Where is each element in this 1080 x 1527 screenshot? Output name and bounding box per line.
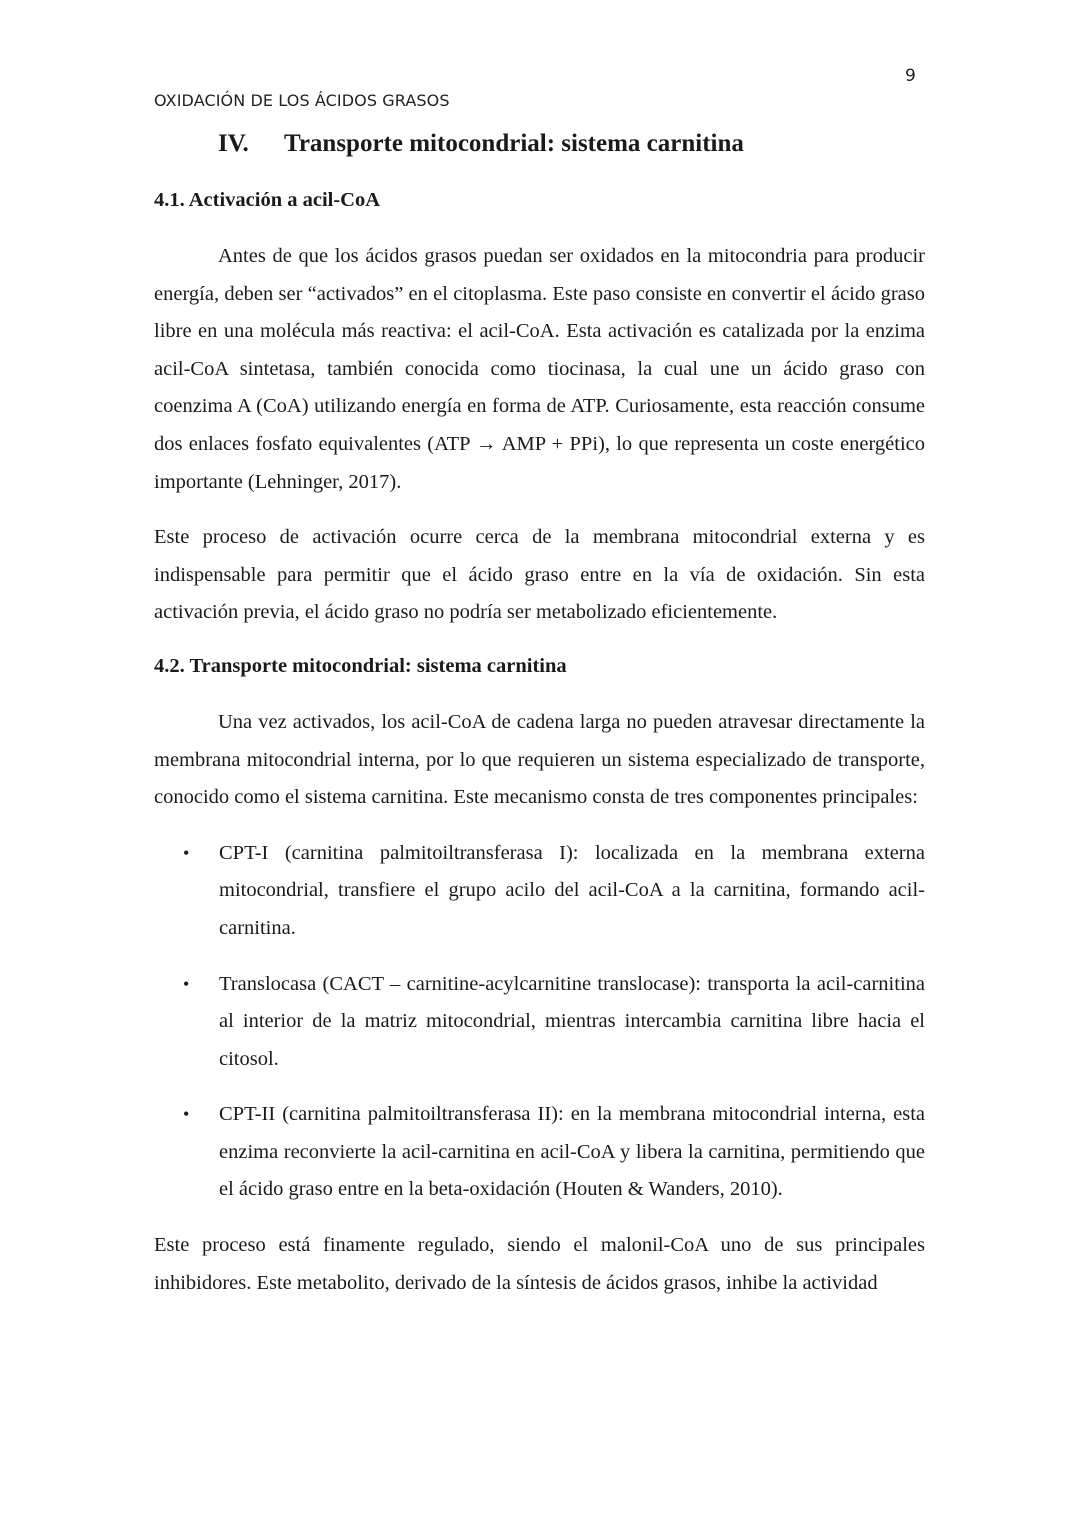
list-item-text: Translocasa (CACT – carnitine-acylcarnitine translocase): transporta la acil-carnitina al interior de la matriz mitocondrial, mientras intercambia carnitina libre hacia el citosol. <box>219 972 925 1070</box>
document-body <box>154 126 925 1320</box>
bullet-icon: • <box>183 973 190 994</box>
chapter-title <box>154 126 925 162</box>
list-item <box>154 835 925 948</box>
paragraph: Antes de que los ácidos grasos puedan ser oxidados en la mitocondria para producir energía, deben ser “activados” en el citoplasma. Este paso consiste en convertir el ácido graso libre en una molécula más reactiva: el acil-CoA. Esta activación es catalizada por la enzima acil-CoA sintetasa, también conocida como tiocinasa, la cual une un ácido graso con coenzima A (CoA) utilizando energía en forma de ATP. Curiosamente, esta reacción consume dos enlaces fosfato equivalentes (ATP → AMP + PPi), lo que representa un coste energético importante (Lehninger, 2017). <box>154 245 925 493</box>
running-header: OXIDACIÓN DE LOS ÁCIDOS GRASOS <box>154 91 450 110</box>
section-heading-4-1: 4.1. Activación a acil-CoA <box>154 189 381 211</box>
paragraph: Este proceso de activación ocurre cerca de la membrana mitocondrial externa y es indispensable para permitir que el ácido graso entre en la vía de oxidación. Sin esta activación previa, el ácido graso no podría ser metabolizado eficientemente. <box>154 526 925 624</box>
page-number: 9 <box>905 66 916 86</box>
chapter-number: IV. <box>218 130 249 157</box>
list-item <box>154 1096 925 1209</box>
list-item-text: CPT-I (carnitina palmitoiltransferasa I): localizada en la membrana externa mitocondrial, transfiere el grupo acilo del acil-CoA a la carnitina, formando acil-carnitina. <box>219 841 925 939</box>
paragraph: Una vez activados, los acil-CoA de cadena larga no pueden atravesar directamente la membrana mitocondrial interna, por lo que requieren un sistema especializado de transporte, conocido como el sistema carnitina. Este mecanismo consta de tres componentes principales: <box>154 710 925 809</box>
list-item-text: CPT-II (carnitina palmitoiltransferasa II): en la membrana mitocondrial interna, esta enzima reconvierte la acil-carnitina en acil-CoA y libera la carnitina, permitiendo que el ácido graso entre en la beta-oxidación (Houten & Wanders, 2010). <box>219 1103 925 1201</box>
list-item <box>154 966 925 1079</box>
bullet-icon: • <box>183 1104 190 1125</box>
component-list <box>154 835 925 1209</box>
bullet-icon: • <box>183 842 190 863</box>
chapter-title-text: Transporte mitocondrial: sistema carnitina <box>284 130 744 157</box>
paragraph: Este proceso está finamente regulado, siendo el malonil-CoA uno de sus principales inhibidores. Este metabolito, derivado de la síntesis de ácidos grasos, inhibe la actividad <box>154 1234 925 1294</box>
section-heading-4-2: 4.2. Transporte mitocondrial: sistema carnitina <box>154 654 567 677</box>
